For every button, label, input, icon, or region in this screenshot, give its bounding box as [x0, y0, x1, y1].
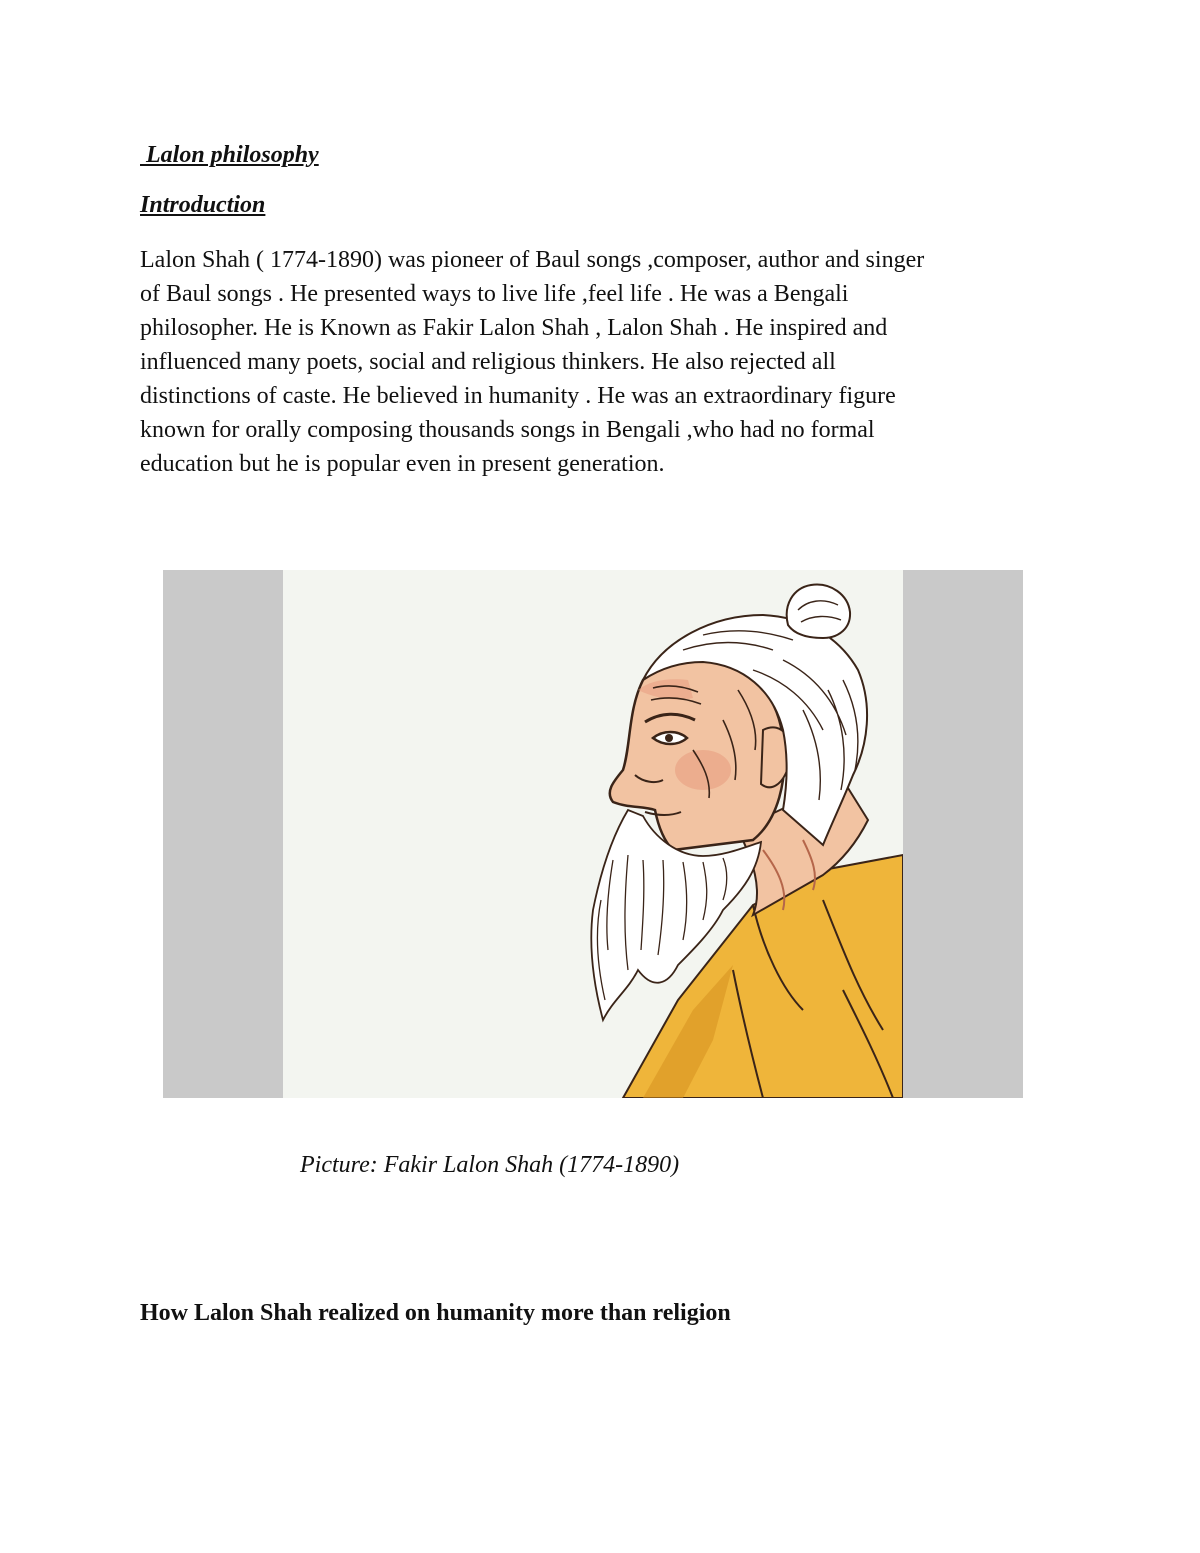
figure-caption: Picture: Fakir Lalon Shah (1774-1890)	[300, 1152, 680, 1178]
document-title: Lalon philosophy	[140, 142, 319, 168]
introduction-heading: Introduction	[140, 192, 266, 218]
introduction-paragraph	[140, 243, 1060, 481]
section-heading: How Lalon Shah realized on humanity more than religion	[140, 1300, 731, 1326]
topknot	[787, 585, 850, 638]
portrait-figure	[163, 570, 1023, 1098]
paragraph-line: of Baul songs . He presented ways to live life ,feel life . He was a Bengali	[140, 281, 849, 307]
portrait-panel	[283, 570, 903, 1098]
paragraph-line: distinctions of caste. He believed in humanity . He was an extraordinary figure	[140, 383, 896, 409]
paragraph-line: education but he is popular even in present generation.	[140, 451, 665, 477]
paragraph-line: influenced many poets, social and religious thinkers. He also rejected all	[140, 349, 836, 375]
paragraph-line: philosopher. He is Known as Fakir Lalon Shah , Lalon Shah . He inspired and	[140, 315, 888, 341]
paragraph-line: known for orally composing thousands songs in Bengali ,who had no formal	[140, 417, 875, 443]
paragraph-line: Lalon Shah ( 1774-1890) was pioneer of Baul songs ,composer, author and singer	[140, 247, 925, 273]
lalon-shah-portrait	[283, 570, 903, 1098]
